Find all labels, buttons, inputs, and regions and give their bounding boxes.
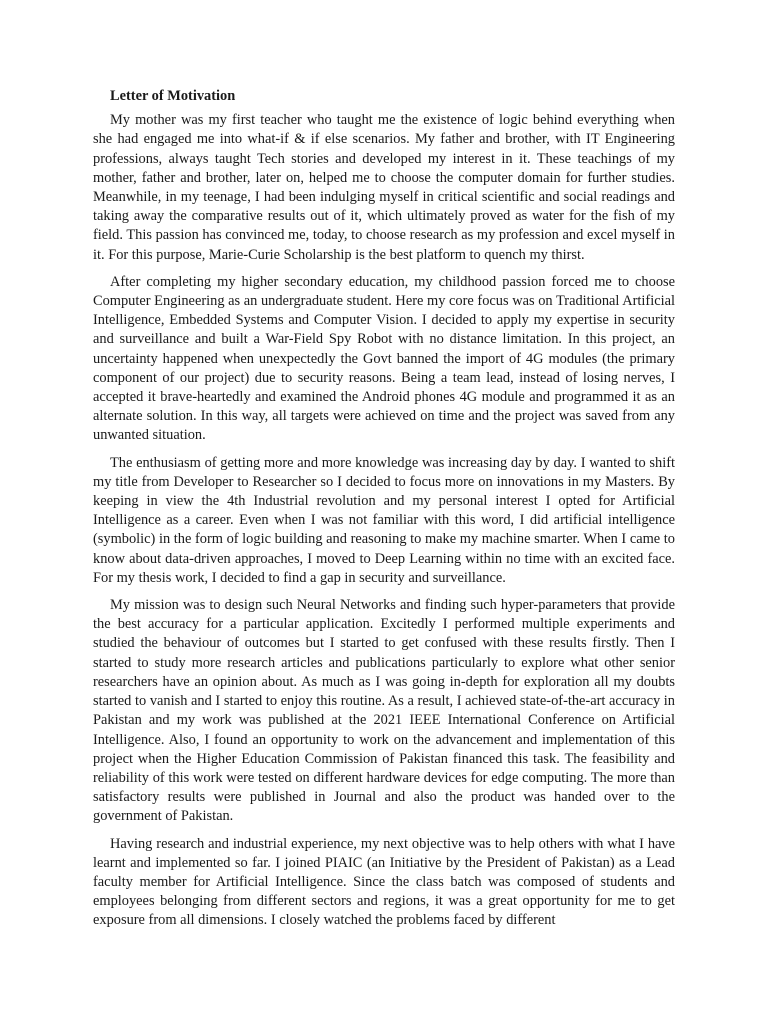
paragraph-1: My mother was my first teacher who taught me the existence of logic behind everything when she had engaged me into what-if & if else scenarios. My father and brother, with IT Engineering professions, always taught Tech stories and developed my interest in it. These teachings of my mother, father and brother, later on, helped me to choose the computer domain for further studies. Meanwhile, in my teenage, I had been indulging myself in critical scientific and social readings and taking away the comparative results out of it, which ultimately proved as water for the fish of my field. This passion has convinced me, today, to choose research as my profession and excel myself in it. For this purpose, Marie-Curie Scholarship is the best platform to quench my thirst. (93, 112, 675, 263)
document-title: Letter of Motivation (110, 88, 236, 104)
paragraph-2: After completing my higher secondary education, my childhood passion forced me to choose Computer Engineering as an undergraduate student. Here my core focus was on Traditional Artificial Intelligence, Embedded Systems and Computer Vision. I decided to apply my expertise in security and surveillance and built a War-Field Spy Robot with no distance limitation. In this project, an uncertainty happened when unexpectedly the Govt banned the import of 4G modules (the primary component of our project) due to security reasons. Being a team lead, instead of losing nerves, I accepted it brave-heartedly and examined the Android phones 4G module and programmed it as an alternate solution. In this way, all targets were achieved on time and the project was saved from any unwanted situation. (93, 273, 675, 444)
paragraph-5: Having research and industrial experience, my next objective was to help others with what I have learnt and implemented so far. I joined PIAIC (an Initiative by the President of Pakistan) as a Lead faculty member for Artificial Intelligence. Since the class batch was composed of students and employees belonging from different sectors and regions, it was a great opportunity for me to get exposure from all dimensions. I closely watched the problems faced by different (93, 835, 675, 929)
paragraph-3: The enthusiasm of getting more and more knowledge was increasing day by day. I wanted to shift my title from Developer to Researcher so I decided to focus more on innovations in my Masters. By keeping in view the 4th Industrial revolution and my personal interest I opted for Artificial Intelligence as a career. Even when I was not familiar with this word, I did artificial intelligence (symbolic) in the form of logic building and reasoning to make my machine smarter. When I came to know about data-driven approaches, I moved to Deep Learning within no time with an excited face. For my thesis work, I decided to find a gap in security and surveillance. (93, 454, 675, 586)
letter-body (93, 87, 675, 939)
paragraph-4: My mission was to design such Neural Networks and finding such hyper-parameters that provide the best accuracy for a particular application. Excitedly I performed multiple experiments and studied the behaviour of outcomes but I started to get confused with these results firstly. Then I started to study more research articles and publications particularly to explore what other senior researchers have an opinion about. As much as I was going in-depth for exploration all my doubts started to vanish and I started to enjoy this routine. As a result, I achieved state-of-the-art accuracy in Pakistan and my work was published at the 2021 IEEE International Conference on Artificial Intelligence. Also, I found an opportunity to work on the advancement and implementation of this project when the Higher Education Commission of Pakistan financed this task. The feasibility and reliability of this work were tested on different hardware devices for edge computing. The more than satisfactory results were published in Journal and also the product was handed over to the government of Pakistan. (93, 597, 675, 825)
